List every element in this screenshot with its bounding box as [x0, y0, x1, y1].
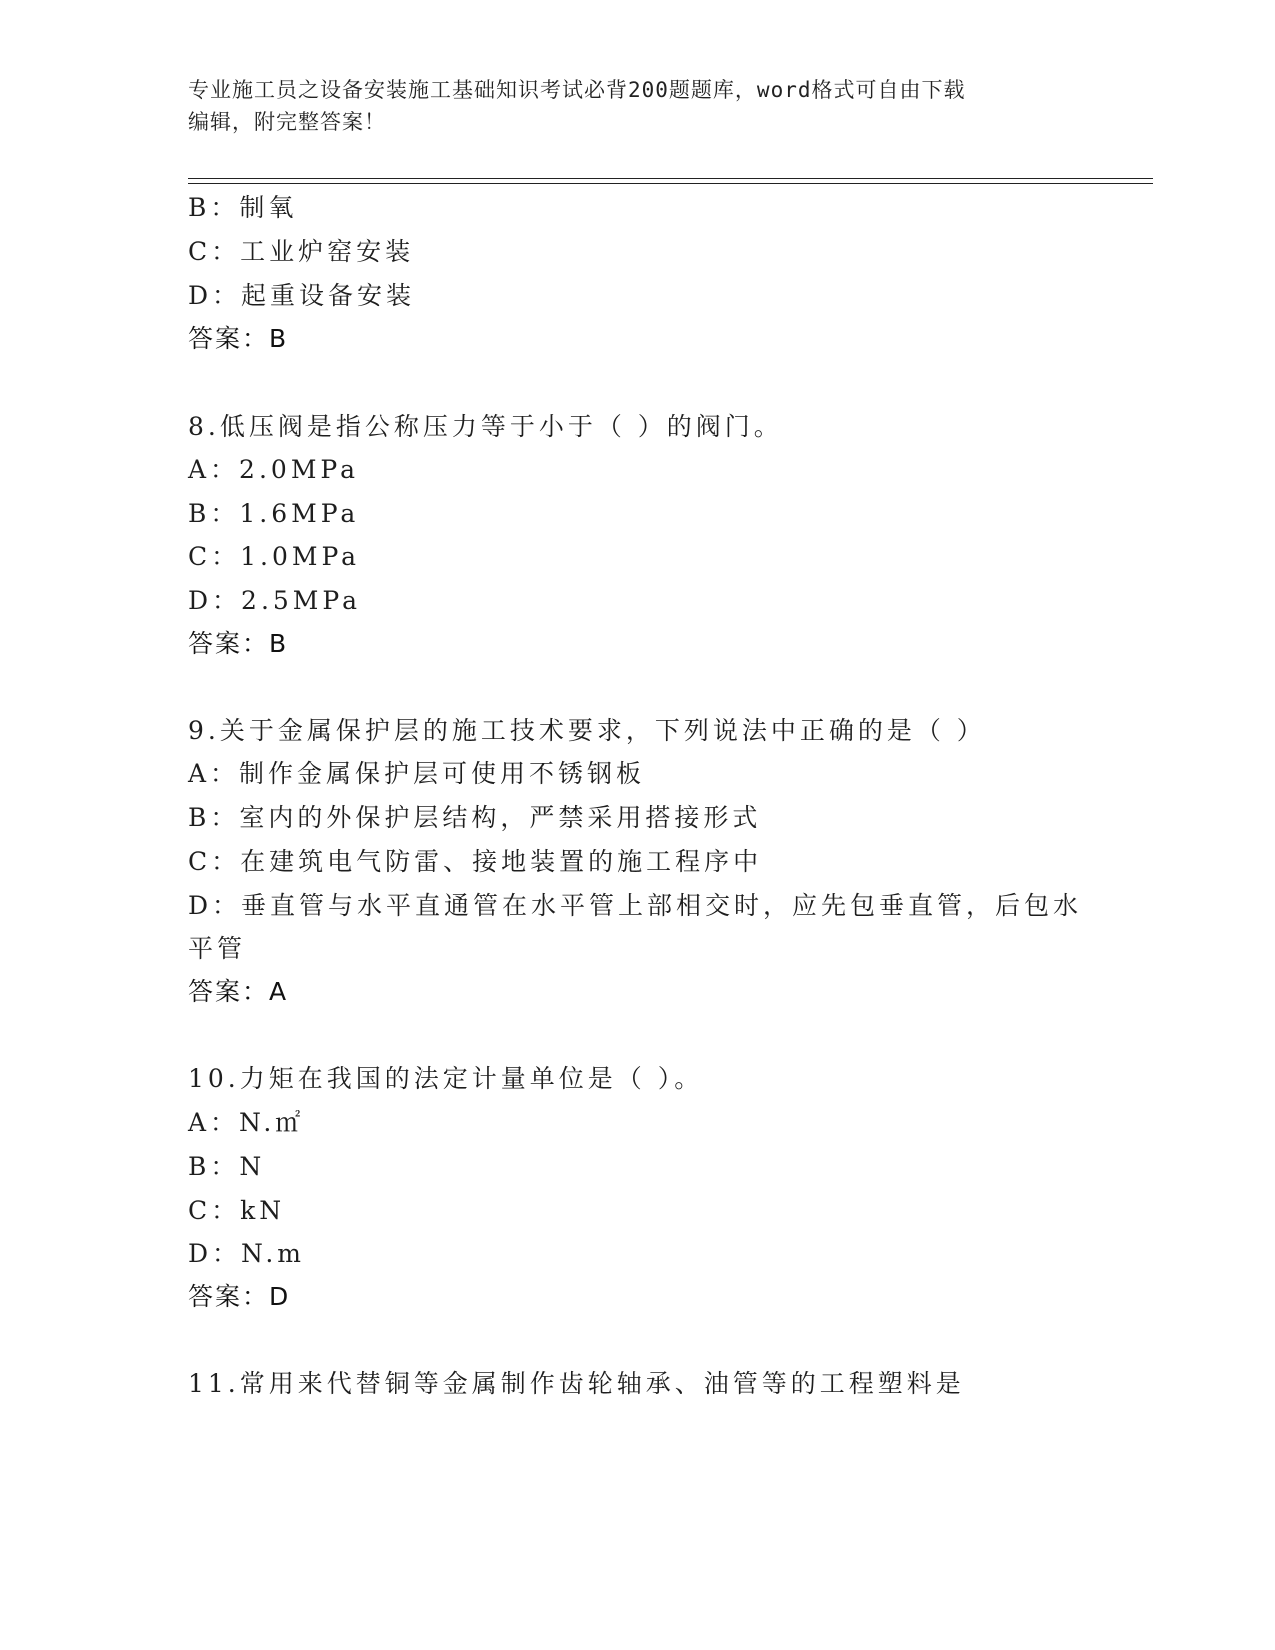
header-title-line-2: 编辑，附完整答案！: [188, 110, 386, 134]
q8-option-c: C：1.0MPa: [188, 542, 361, 571]
q7-answer: 答案：B: [188, 324, 289, 353]
q7-option-c: C：工业炉窑安装: [188, 237, 415, 266]
q10-option-d: D：N.m: [188, 1239, 305, 1268]
q7-option-d: D：起重设备安装: [188, 281, 416, 310]
q8-option-a: A：2.0MPa: [188, 455, 360, 484]
q11-question: 11.常用来代替铜等金属制作齿轮轴承、油管等的工程塑料是: [188, 1369, 965, 1398]
q8-answer: 答案：B: [188, 629, 289, 658]
q9-option-a: A：制作金属保护层可使用不锈钢板: [188, 759, 646, 788]
q10-question: 10.力矩在我国的法定计量单位是（ ）。: [188, 1064, 704, 1093]
q10-option-c: C：kN: [188, 1196, 286, 1225]
header-title-line-1: 专业施工员之设备安装施工基础知识考试必背200题题库，word格式可自由下载: [188, 78, 966, 102]
document-header: [188, 74, 1068, 138]
q8-option-b: B：1.6MPa: [188, 499, 360, 528]
q9-option-d-line-1: D：垂直管与水平直通管在水平管上部相交时，应先包垂直管，后包水: [188, 891, 1083, 920]
q9-option-d-line-2: 平管: [188, 934, 247, 963]
q9-answer: 答案：A: [188, 977, 289, 1006]
header-divider-bottom: [188, 183, 1153, 184]
q9-option-b: B：室内的外保护层结构，严禁采用搭接形式: [188, 803, 762, 832]
header-divider-top: [188, 178, 1153, 179]
q10-option-a: A：N.㎡: [188, 1108, 305, 1137]
q7-option-b: B：制氧: [188, 193, 298, 222]
q9-question: 9.关于金属保护层的施工技术要求，下列说法中正确的是（ ）: [188, 716, 986, 745]
q8-option-d: D：2.5MPa: [188, 586, 362, 615]
q10-answer: 答案：D: [188, 1282, 291, 1311]
q10-option-b: B：N: [188, 1152, 266, 1181]
q9-option-c: C：在建筑电气防雷、接地装置的施工程序中: [188, 847, 763, 876]
q8-question: 8.低压阀是指公称压力等于小于（ ）的阀门。: [188, 412, 783, 441]
